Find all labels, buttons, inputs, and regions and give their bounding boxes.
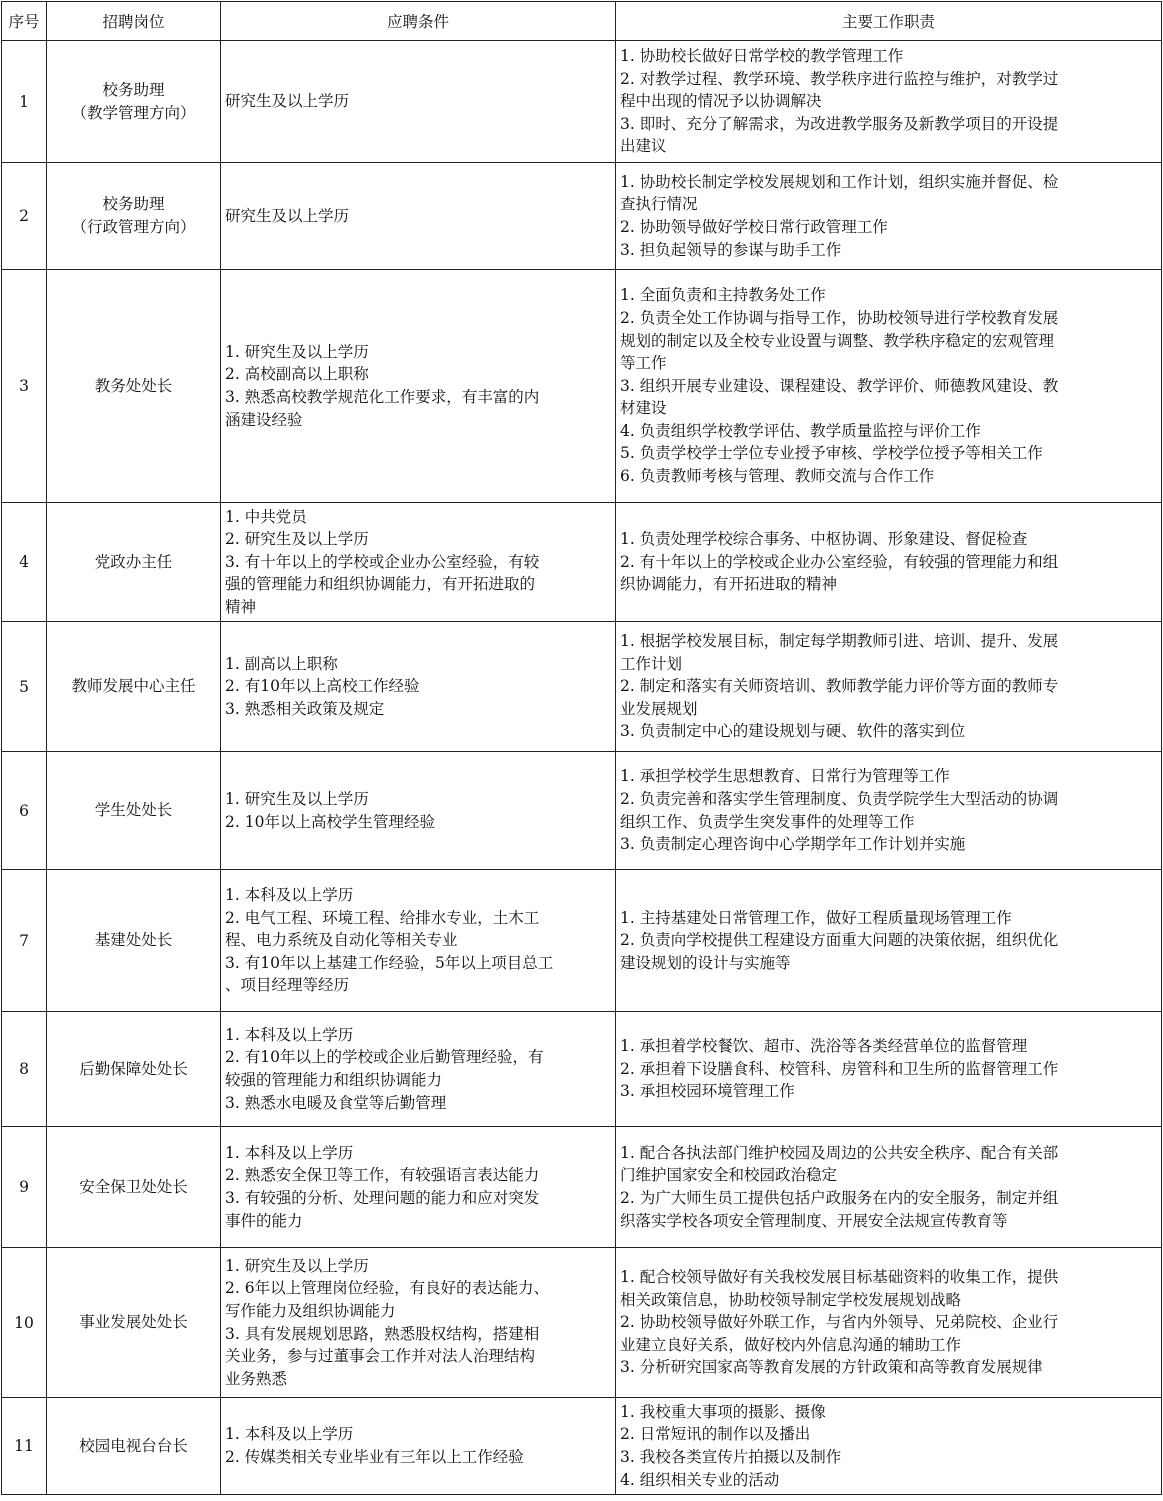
- duty-line: 3. 负责制定中心的建设规划与硬、软件的落实到位: [620, 722, 966, 741]
- duties-cell: [616, 41, 1162, 163]
- row-number: 3: [2, 270, 47, 503]
- requirement-line: 1. 本科及以上学历: [225, 1425, 354, 1444]
- position-cell: [47, 1398, 221, 1495]
- duty-line: 规划的制定以及全校专业设置与调整、教学秩序稳定的宏观管理: [620, 331, 1055, 350]
- requirements-cell: [221, 752, 616, 870]
- requirement-line: 2. 熟悉安全保卫等工作，有较强语言表达能力: [225, 1166, 540, 1185]
- requirement-line: 关业务，参与过董事会工作并对法人治理结构: [225, 1347, 536, 1366]
- duties-cell: [616, 1398, 1162, 1495]
- duty-line: 织协调能力，有开拓进取的精神: [620, 575, 838, 594]
- position-cell: [47, 163, 221, 270]
- position-line: 安全保卫处处长: [79, 1177, 188, 1196]
- position-cell: [47, 752, 221, 870]
- duties-cell: [616, 1012, 1162, 1127]
- requirement-line: 3. 熟悉相关政策及规定: [225, 699, 385, 718]
- duty-line: 1. 我校重大事项的摄影、摄像: [620, 1402, 826, 1421]
- requirement-line: 3. 有较强的分析、处理问题的能力和应对突发: [225, 1189, 540, 1207]
- requirement-line: 程、电力系统及自动化等相关专业: [225, 931, 458, 950]
- position-line: 事业发展处处长: [79, 1313, 188, 1331]
- requirement-line: 1. 副高以上职称: [225, 654, 338, 673]
- requirements-cell: [221, 1398, 616, 1495]
- duty-line: 相关政策信息，协助校领导制定学校发展规划战略: [620, 1290, 962, 1309]
- position-line: 教务处处长: [94, 376, 173, 395]
- duty-line: 1. 根据学校发展目标，制定每学期教师引进、培训、提升、发展: [620, 632, 1059, 651]
- requirement-line: 1. 本科及以上学历: [225, 886, 354, 905]
- row-number: 11: [2, 1398, 47, 1495]
- duty-line: 1. 负责处理学校综合事务、中枢协调、形象建设、督促检查: [620, 530, 1028, 549]
- duties-cell: [616, 503, 1162, 622]
- duty-line: 1. 主持基建处日常管理工作，做好工程质量现场管理工作: [620, 908, 1012, 927]
- requirements-cell: [221, 870, 616, 1012]
- duty-line: 1. 承担着学校餐饮、超市、洗浴等各类经营单位的监督管理: [620, 1037, 1028, 1056]
- requirement-line: 事件的能力: [225, 1211, 303, 1230]
- position-line: 学生处处长: [94, 801, 173, 819]
- table-row: [2, 1012, 1162, 1127]
- table-row: [2, 870, 1162, 1012]
- duty-line: 3. 分析研究国家高等教育发展的方针政策和高等教育发展规律: [620, 1358, 1043, 1377]
- requirement-line: 3. 有10年以上基建工作经验，5年以上项目总工: [225, 953, 554, 972]
- duty-line: 查执行情况: [620, 195, 698, 214]
- duty-line: 2. 负责全处工作协调与指导工作，协助校领导进行学校教育发展: [620, 308, 1059, 327]
- duty-line: 出建议: [620, 137, 667, 156]
- requirement-line: 1. 本科及以上学历: [225, 1025, 354, 1044]
- requirement-line: 业务熟悉: [225, 1369, 288, 1388]
- table-row: [2, 1248, 1162, 1398]
- duty-line: 3. 担负起领导的参谋与助手工作: [620, 240, 842, 259]
- duty-line: 组织工作、负责学生突发事件的处理等工作: [620, 812, 915, 831]
- table-row: [2, 270, 1162, 503]
- requirement-line: 2. 10年以上高校学生管理经验: [225, 812, 435, 831]
- requirements-cell: [221, 1248, 616, 1398]
- requirement-line: 研究生及以上学历: [225, 206, 350, 225]
- duty-line: 程中出现的情况予以协调解决: [620, 92, 822, 111]
- requirements-cell: [221, 1012, 616, 1127]
- requirement-line: 强的管理能力和组织协调能力，有开拓进取的: [225, 575, 536, 594]
- row-number: 2: [2, 163, 47, 270]
- requirement-line: 1. 中共党员: [225, 507, 307, 526]
- duty-line: 2. 为广大师生员工提供包括户政服务在内的安全服务，制定并组: [620, 1189, 1059, 1207]
- duty-line: 门维护国家安全和校园政治稳定: [620, 1166, 838, 1185]
- duty-line: 业发展规划: [620, 699, 698, 718]
- duty-line: 等工作: [620, 354, 667, 373]
- position-line: 后勤保障处处长: [79, 1059, 188, 1078]
- duties-cell: [616, 752, 1162, 870]
- table-row: [2, 752, 1162, 870]
- row-number: 5: [2, 622, 47, 752]
- table-row: [2, 1127, 1162, 1248]
- duty-line: 3. 负责制定心理咨询中心学期学年工作计划并实施: [620, 835, 966, 854]
- duties-cell: [616, 870, 1162, 1012]
- requirements-cell: [221, 622, 616, 752]
- requirement-line: 2. 高校副高以上职称: [225, 365, 369, 384]
- row-number: 8: [2, 1012, 47, 1127]
- duties-cell: [616, 622, 1162, 752]
- duties-cell: [616, 163, 1162, 270]
- duties-cell: [616, 1248, 1162, 1398]
- duty-line: 业建立良好关系，做好校内外信息沟通的辅助工作: [620, 1335, 962, 1354]
- duty-line: 2. 负责完善和落实学生管理制度、负责学院学生大型活动的协调: [620, 789, 1059, 808]
- header-position: 招聘岗位: [47, 2, 221, 41]
- table-row: [2, 163, 1162, 270]
- position-line: 党政办主任: [94, 552, 173, 571]
- duty-line: 材建设: [620, 399, 667, 418]
- header-requirements: 应聘条件: [221, 2, 616, 41]
- duty-line: 5. 负责学校学士学位专业授予审核、学校学位授予等相关工作: [620, 444, 1043, 463]
- position-line: 教师发展中心主任: [71, 677, 196, 695]
- duties-cell: [616, 270, 1162, 503]
- recruitment-table: [1, 1, 1162, 1495]
- requirement-line: 1. 研究生及以上学历: [225, 1256, 369, 1275]
- requirement-line: 3. 熟悉水电暖及食堂等后勤管理: [225, 1093, 447, 1112]
- position-cell: [47, 1248, 221, 1398]
- duty-line: 2. 日常短讯的制作以及播出: [620, 1425, 811, 1444]
- duty-line: 建设规划的设计与实施等: [620, 953, 791, 972]
- requirements-cell: [221, 41, 616, 163]
- requirement-line: 涵建设经验: [225, 410, 303, 429]
- requirement-line: 2. 电气工程、环境工程、给排水专业，土木工: [225, 908, 540, 927]
- position-cell: [47, 870, 221, 1012]
- duty-line: 2. 承担着下设膳食科、校管科、房管科和卫生所的监督管理工作: [620, 1059, 1059, 1078]
- table-header-row: [2, 2, 1162, 41]
- duty-line: 1. 承担学校学生思想教育、日常行为管理等工作: [620, 767, 950, 786]
- duty-line: 2. 有十年以上的学校或企业办公室经验，有较强的管理能力和组: [620, 552, 1059, 571]
- position-line: （行政管理方向）: [71, 218, 196, 236]
- requirement-line: 3. 有十年以上的学校或企业办公室经验，有较: [225, 552, 540, 571]
- duty-line: 3. 承担校园环境管理工作: [620, 1082, 795, 1101]
- duty-line: 4. 组织相关专业的活动: [620, 1470, 780, 1489]
- requirements-cell: [221, 270, 616, 503]
- table-row: [2, 622, 1162, 752]
- duty-line: 1. 全面负责和主持教务处工作: [620, 286, 826, 305]
- duty-line: 工作计划: [620, 654, 683, 673]
- row-number: 7: [2, 870, 47, 1012]
- duty-line: 织落实学校各项安全管理制度、开展安全法规宣传教育等: [620, 1211, 1008, 1230]
- requirement-line: 2. 有10年以上的学校或企业后勤管理经验，有: [225, 1048, 544, 1067]
- position-line: 校园电视台台长: [79, 1436, 188, 1455]
- row-number: 10: [2, 1248, 47, 1398]
- duty-line: 1. 协助校长制定学校发展规划和工作计划，组织实施并督促、检: [620, 172, 1059, 191]
- requirement-line: 2. 传媒类相关专业毕业有三年以上工作经验: [225, 1448, 524, 1466]
- position-cell: [47, 622, 221, 752]
- duty-line: 1. 配合各执法部门维护校园及周边的公共安全秩序、配合有关部: [620, 1143, 1059, 1162]
- row-number: 1: [2, 41, 47, 163]
- duty-line: 6. 负责教师考核与管理、教师交流与合作工作: [620, 467, 935, 486]
- position-line: 基建处处长: [94, 931, 173, 949]
- requirement-line: 1. 研究生及以上学历: [225, 789, 369, 808]
- requirement-line: 2. 6年以上管理岗位经验，有良好的表达能力、: [225, 1279, 550, 1298]
- duty-line: 2. 制定和落实有关师资培训、教师教学能力评价等方面的教师专: [620, 677, 1059, 696]
- requirement-line: 、项目经理等经历: [225, 976, 350, 995]
- position-cell: [47, 270, 221, 503]
- requirement-line: 写作能力及组织协调能力: [225, 1301, 396, 1320]
- table-row: [2, 503, 1162, 622]
- duty-line: 2. 对教学过程、教学环境、教学秩序进行监控与维护，对教学过: [620, 69, 1059, 88]
- position-line: 校务助理: [102, 80, 165, 99]
- requirements-cell: [221, 163, 616, 270]
- duty-line: 1. 配合校领导做好有关我校发展目标基础资料的收集工作，提供: [620, 1268, 1059, 1287]
- duty-line: 3. 组织开展专业建设、课程建设、教学评价、师德教风建设、教: [620, 376, 1059, 395]
- header-no: 序号: [2, 2, 47, 41]
- requirement-line: 较强的管理能力和组织协调能力: [225, 1071, 443, 1089]
- requirement-line: 精神: [225, 597, 257, 616]
- duty-line: 1. 协助校长做好日常学校的教学管理工作: [620, 47, 904, 66]
- row-number: 4: [2, 503, 47, 622]
- requirements-cell: [221, 1127, 616, 1248]
- requirement-line: 3. 熟悉高校教学规范化工作要求，有丰富的内: [225, 388, 540, 406]
- requirement-line: 3. 具有发展规划思路，熟悉股权结构，搭建相: [225, 1324, 540, 1343]
- duty-line: 2. 负责向学校提供工程建设方面重大问题的决策依据，组织优化: [620, 931, 1059, 950]
- duties-cell: [616, 1127, 1162, 1248]
- row-number: 9: [2, 1127, 47, 1248]
- duty-line: 2. 协助校领导做好外联工作，与省内外领导、兄弟院校、企业行: [620, 1313, 1059, 1332]
- duty-line: 2. 协助领导做好学校日常行政管理工作: [620, 218, 888, 236]
- requirement-line: 1. 研究生及以上学历: [225, 342, 369, 361]
- table-row: [2, 41, 1162, 163]
- duty-line: 4. 负责组织学校教学评估、教学质量监控与评价工作: [620, 421, 981, 440]
- requirement-line: 2. 有10年以上高校工作经验: [225, 677, 420, 696]
- position-line: 校务助理: [102, 195, 165, 213]
- header-duties: 主要工作职责: [616, 2, 1162, 41]
- row-number: 6: [2, 752, 47, 870]
- position-line: （教学管理方向）: [71, 103, 196, 122]
- position-cell: [47, 41, 221, 163]
- requirements-cell: [221, 503, 616, 622]
- duty-line: 3. 我校各类宣传片拍摄以及制作: [620, 1448, 842, 1466]
- position-cell: [47, 1127, 221, 1248]
- requirement-line: 2. 研究生及以上学历: [225, 530, 369, 549]
- position-cell: [47, 1012, 221, 1127]
- requirement-line: 1. 本科及以上学历: [225, 1143, 354, 1162]
- table-row: [2, 1398, 1162, 1495]
- position-cell: [47, 503, 221, 622]
- duty-line: 3. 即时、充分了解需求，为改进教学服务及新教学项目的开设提: [620, 114, 1059, 133]
- requirement-line: 研究生及以上学历: [225, 92, 350, 111]
